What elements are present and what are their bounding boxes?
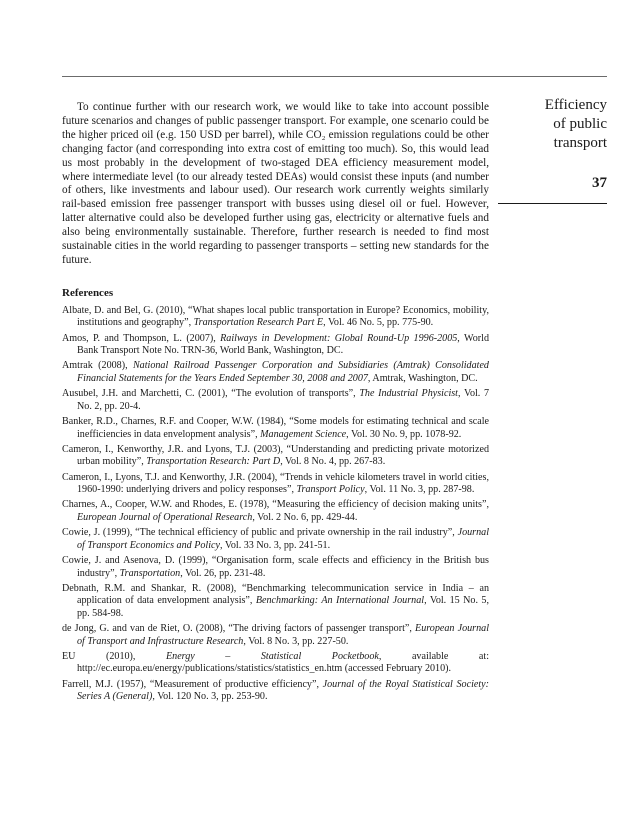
reference-source: Transportation Research: Part D xyxy=(146,456,281,468)
reference-entry xyxy=(62,623,489,648)
reference-authors-title: Cowie, J. (1999), “The technical efficiency of public and private ownership in the rail industry”, xyxy=(62,527,458,539)
running-title-line-1: Efficiency xyxy=(544,97,607,113)
reference-details: , Vol. 8 No. 3, pp. 227-50. xyxy=(243,635,349,647)
running-head xyxy=(498,96,607,193)
reference-entry xyxy=(62,333,489,358)
reference-authors-title: Cameron, I., Lyons, T.J. and Kenworthy, J.R. (2004), “Trends in vehicle kilometers travel in world cities, 1960-1990: underlying drivers and policy responses”, xyxy=(62,471,489,496)
reference-authors-title: de Jong, G. and van de Riet, O. (2008), “The driving factors of passenger transport”, xyxy=(62,623,416,635)
main-content xyxy=(62,101,489,706)
reference-authors-title: Banker, R.D., Charnes, R.F. and Cooper, W.W. (1984), “Some models for estimating technical and scale inefficiencies in data envelopment analysis”, xyxy=(62,416,489,440)
header-rule xyxy=(62,76,607,77)
reference-list xyxy=(62,305,489,704)
reference-entry xyxy=(62,651,489,676)
reference-details: , World Bank Transport Note No. TRN-36, World Bank, Washington, DC. xyxy=(77,332,489,357)
reference-entry xyxy=(62,416,489,441)
page-number-rule xyxy=(498,203,607,204)
reference-details: , Vol. 8 No. 4, pp. 267-83. xyxy=(280,456,386,468)
reference-authors-title: Cowie, J. and Asenova, D. (1999), “Organisation form, scale effects and efficiency in the British bus industry”, xyxy=(62,554,489,579)
reference-details: , Vol. 7 No. 2, pp. 20-4. xyxy=(77,388,489,412)
reference-entry xyxy=(62,472,489,497)
reference-details: , available at: http://ec.europa.eu/energy/publications/statistics/statistics_en.htm (accessed February 2010). xyxy=(77,650,490,675)
reference-authors-title: Cameron, I., Kenworthy, J.R. and Lyons, T.J. (2003), “Understanding and predicting private motorized urban mobility”, xyxy=(62,443,489,468)
reference-details: , Vol. 11 No. 3, pp. 287-98. xyxy=(364,484,475,496)
reference-details: , Vol. 33 No. 3, pp. 241-51. xyxy=(220,539,331,551)
reference-authors-title: Albate, D. and Bel, G. (2010), “What shapes local public transportation in Europe? Economics, mobility, institutions and geography”, xyxy=(62,304,489,329)
reference-source: Railways in Development: Global Round-Up 1996-2005 xyxy=(220,332,458,344)
reference-entry xyxy=(62,679,489,704)
reference-details: , Vol. 46 No. 5, pp. 775-90. xyxy=(323,317,434,329)
body-paragraph: To continue further with our research work, we would like to take into account possible future scenarios and changes of public passenger transport. For example, one scenario could be the higher priced oil (e.g. 150 USD per barrel), while CO₂ emission regulations could be other changing factor (and corresponding into extra cost of emitting too much). So, this would lead us most probably in the development of two-staged DEA efficiency measurement model, where intermediate level (to our already tested DEAs) would consist these inputs (and number of others, like investments and labour used). Our research work currently weights similarly rail-based emission free passenger transport with busses using diesel oil or fuel. However, latter alternative could also be developed further using gas, electricity or alternative fuels and also being environmentally sustainable. Therefore, further research is needed to find most sustainable cities in the world regarding to passenger transports – setting new standards for the future. xyxy=(62,101,489,266)
running-title-line-2: of public xyxy=(553,116,607,132)
reference-authors-title: Ausubel, J.H. and Marchetti, C. (2001), “The evolution of transports”, xyxy=(62,388,360,400)
reference-source: European Journal of Transport and Infrastructure Research xyxy=(77,623,489,647)
reference-authors-title: EU (2010), xyxy=(62,650,166,662)
reference-source: Benchmarking: An International Journal xyxy=(255,595,425,607)
reference-details: , Vol. 120 No. 3, pp. 253-90. xyxy=(152,691,268,703)
reference-source: European Journal of Operational Research xyxy=(77,511,253,523)
reference-authors-title: Debnath, R.M. and Shankar, R. (2008), “Benchmarking telecommunication service in India – an application of data envelopment analysis”, xyxy=(62,582,489,607)
reference-details: , Vol. 30 No. 9, pp. 1078-92. xyxy=(346,428,462,440)
reference-entry xyxy=(62,444,489,469)
reference-entry xyxy=(62,527,489,552)
reference-source: Journal of the Royal Statistical Society: Series A (General) xyxy=(77,678,490,703)
reference-entry xyxy=(62,555,489,580)
reference-entry xyxy=(62,360,489,385)
reference-authors-title: Amtrak (2008), xyxy=(62,360,133,372)
reference-source: Transportation xyxy=(119,567,181,579)
reference-details: , Vol. 2 No. 6, pp. 429-44. xyxy=(252,511,358,523)
running-title-line-3: transport xyxy=(553,135,607,151)
reference-entry xyxy=(62,583,489,621)
reference-source: Journal of Transport Economics and Policy xyxy=(77,527,489,551)
reference-details: , Vol. 26, pp. 231-48. xyxy=(180,567,266,579)
reference-details: , Amtrak, Washington, DC. xyxy=(367,373,478,385)
reference-details: , Vol. 15 No. 5, pp. 584-98. xyxy=(77,595,489,619)
reference-source: The Industrial Physicist xyxy=(359,388,458,400)
reference-source: Energy – Statistical Pocketbook xyxy=(165,650,379,662)
reference-entry xyxy=(62,305,489,330)
reference-entry xyxy=(62,499,489,524)
page-number: 37 xyxy=(592,175,607,191)
reference-entry xyxy=(62,388,489,413)
references-heading: References xyxy=(62,286,114,299)
reference-source: National Railroad Passenger Corporation and Subsidiaries (Amtrak) Consolidated Financial Statements for the Years Ended September 30, 2008 and 2007 xyxy=(77,360,489,385)
reference-source: Transportation Research Part E xyxy=(193,317,324,329)
reference-authors-title: Amos, P. and Thompson, L. (2007), xyxy=(62,332,221,344)
reference-authors-title: Farrell, M.J. (1957), “Measurement of productive efficiency”, xyxy=(62,678,323,690)
reference-authors-title: Charnes, A., Cooper, W.W. and Rhodes, E. (1978), “Measuring the efficiency of decision making units”, xyxy=(62,499,489,511)
reference-source: Management Science xyxy=(260,428,347,440)
reference-source: Transport Policy xyxy=(296,484,365,496)
